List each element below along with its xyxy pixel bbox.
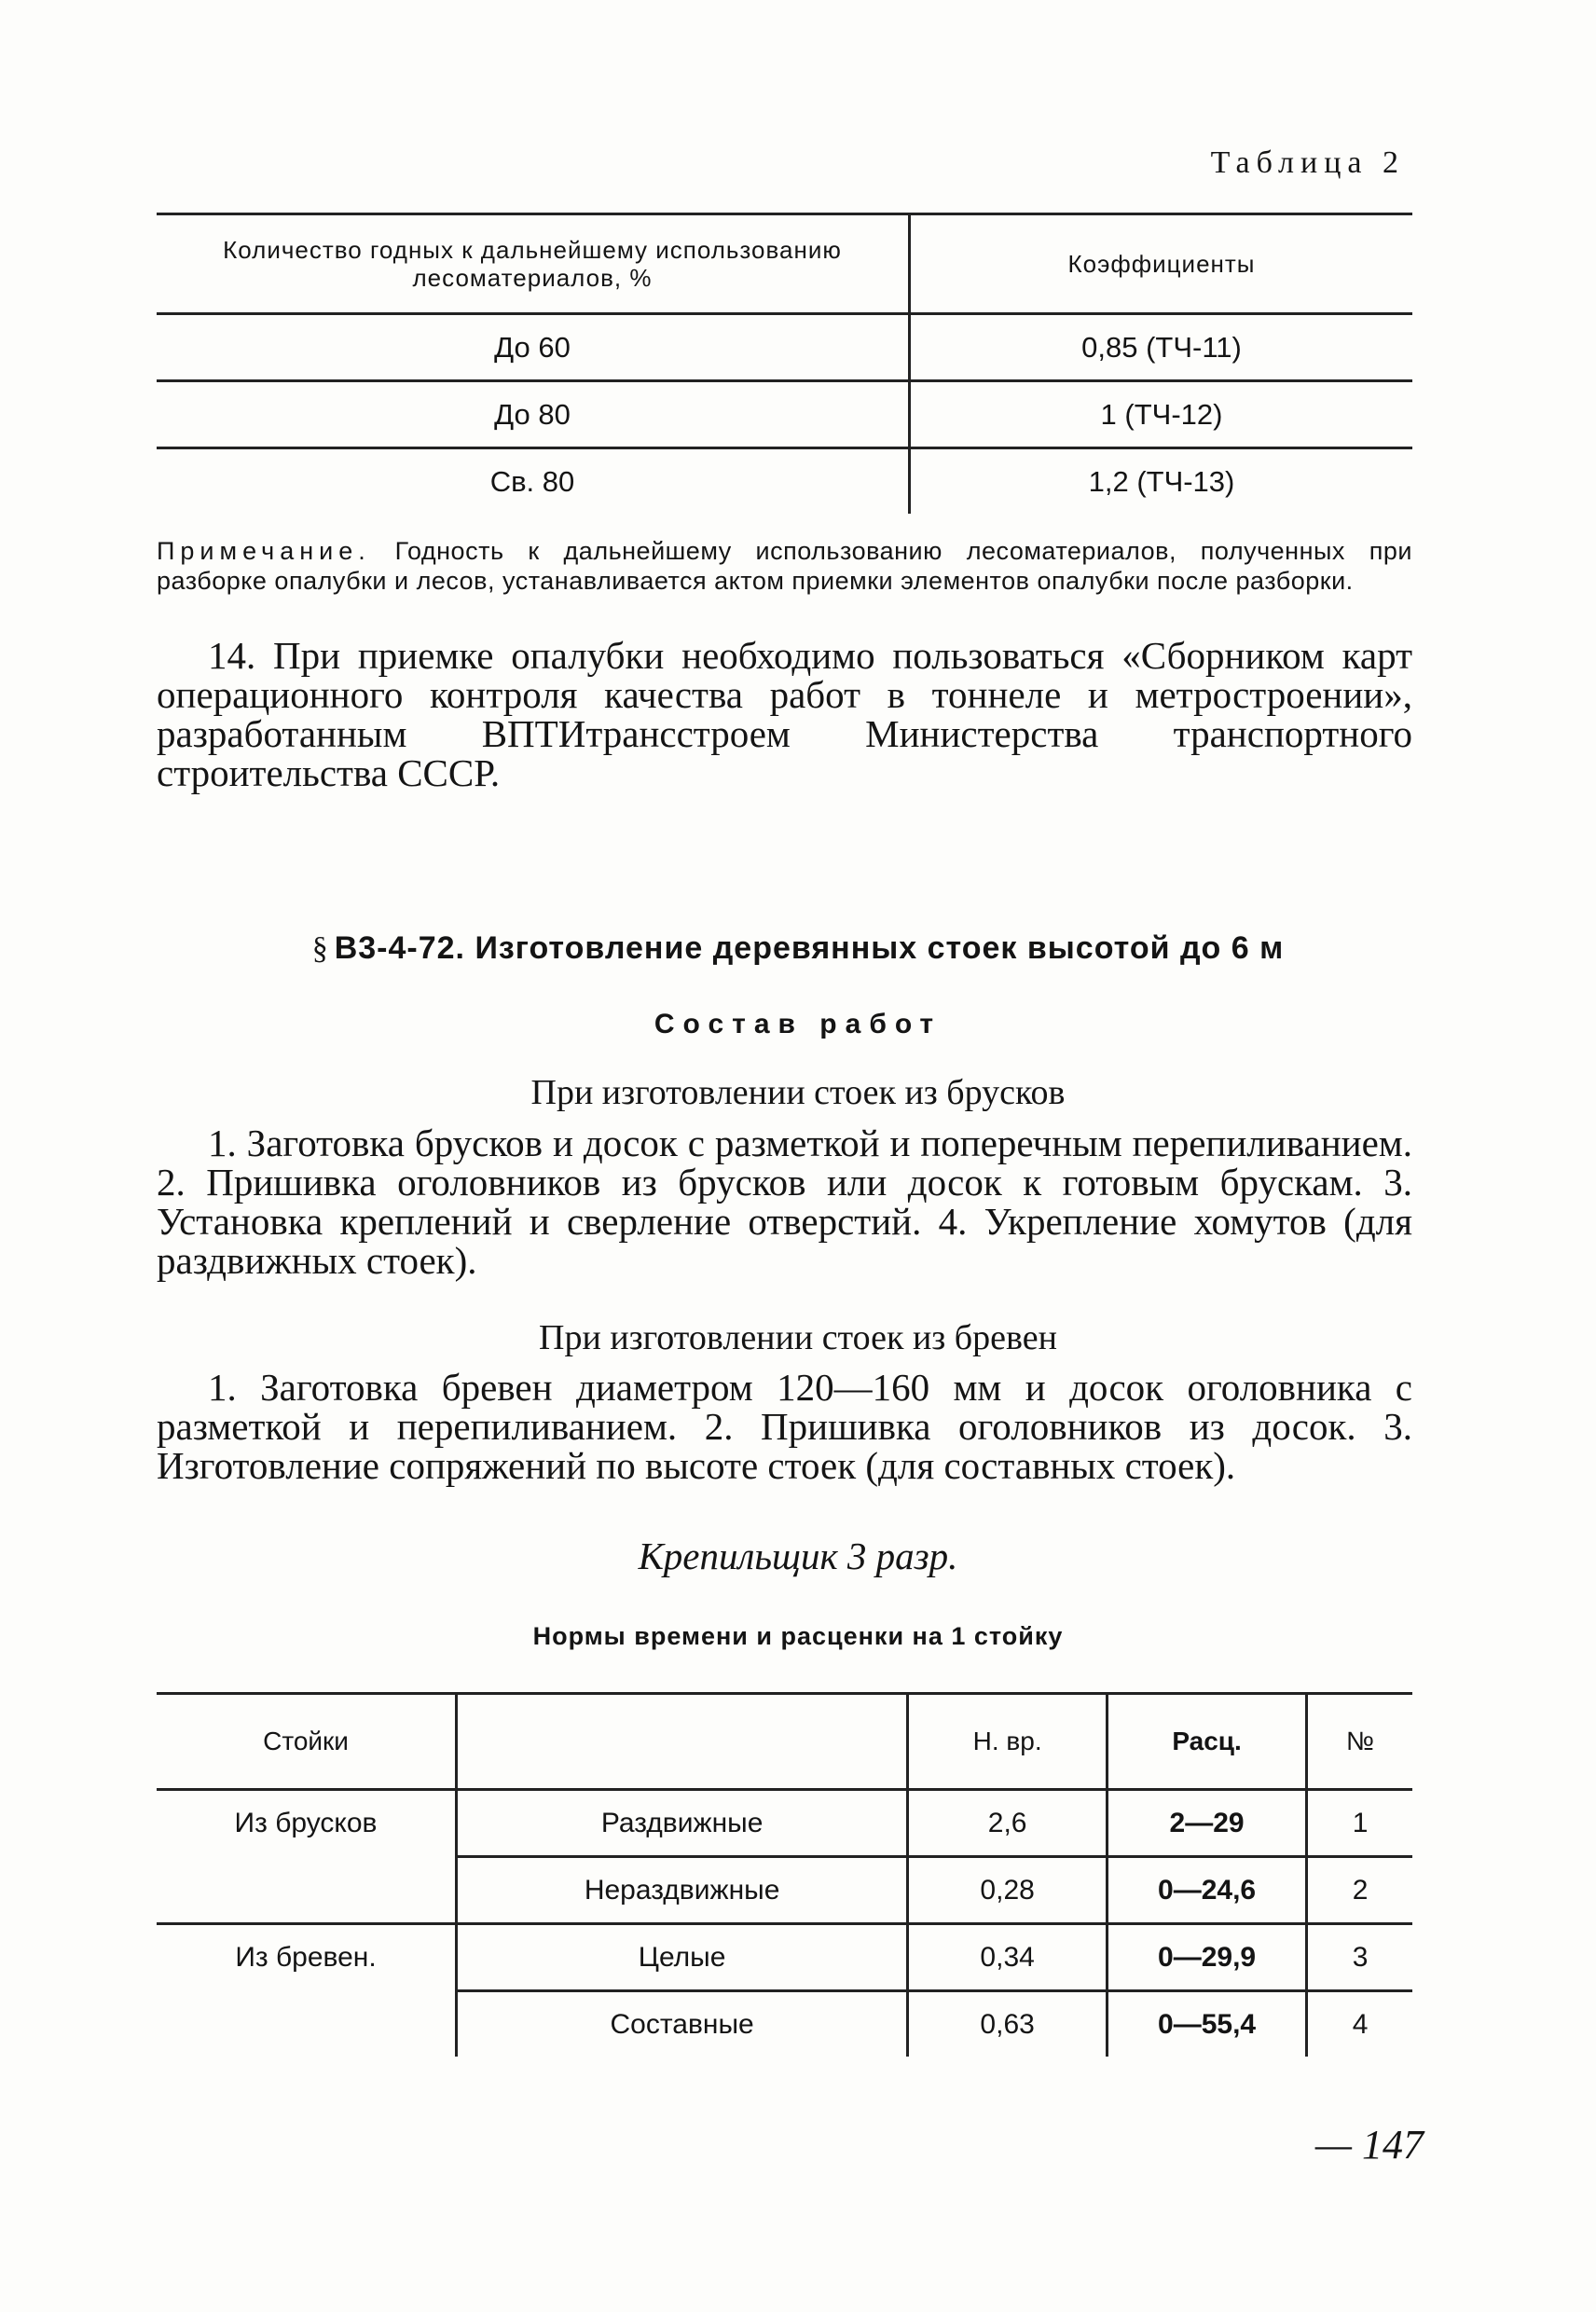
logs-subheading: При изготовлении стоек из бревен: [539, 1318, 1057, 1357]
worker-grade: Крепильщик 3 разр.: [638, 1534, 958, 1577]
table-row: [157, 381, 1412, 448]
section-heading: [0, 930, 1596, 967]
header-time: Н. вр.: [908, 1694, 1108, 1790]
bars-subheading: При изготовлении стоек из брусков: [530, 1073, 1066, 1112]
table-header-amount: Количество годных к дальнейшему использованию лесоматериалов, %: [157, 214, 910, 314]
cell-rate: 0—55,4: [1108, 1991, 1307, 2057]
section-title: В3-4-72. Изготовление деревянных стоек высотой до 6 м: [334, 930, 1285, 966]
cell-number: 4: [1352, 2008, 1369, 2040]
page-number: — 147: [1314, 2122, 1424, 2168]
cell-rate: 0—29,9: [1108, 1924, 1307, 1991]
table-cell-coefficient: 1,2 (ТЧ-13): [1088, 464, 1235, 498]
norms-table-title: Нормы времени и расценки на 1 стойку: [532, 1622, 1064, 1650]
table-cell-amount: Св. 80: [157, 448, 910, 515]
coefficients-table: [157, 213, 1412, 514]
header-type: Стойки: [157, 1694, 457, 1790]
cell-number: 3: [1307, 1924, 1412, 1991]
group-name: Из бревен.: [157, 1924, 457, 1991]
table-row: [157, 314, 1412, 381]
table-row: [157, 1924, 1412, 1991]
table-header-coefficient: Коэффициенты: [910, 214, 1413, 314]
header-kind: [457, 1694, 908, 1790]
logs-paragraph: 1. Заготовка бревен диаметром 120—160 мм и досок оголовника с разметкой и перепиливанием. 2. Пришивка оголовников из досок. 3. Изготовление сопряжений по высоте стоек (для составных стоек).: [157, 1366, 1412, 1487]
table-row: [157, 1857, 1412, 1924]
table-row: [157, 448, 1412, 515]
cell-time: 0,63: [908, 1991, 1108, 2057]
section-mark: §: [311, 931, 329, 966]
group-name-empty: [157, 1991, 457, 2057]
cell-kind: Составные: [457, 1991, 908, 2057]
group-name: Из брусков: [157, 1790, 457, 1857]
note-label: Примечание.: [157, 537, 371, 565]
table-row: [157, 1991, 1412, 2057]
table-cell-coefficient: 0,85 (ТЧ-11): [910, 314, 1413, 381]
cell-rate: 0—24,6: [1108, 1857, 1307, 1924]
cell-number: 1: [1307, 1790, 1412, 1857]
table-cell-amount: До 60: [157, 314, 910, 381]
table-note: [157, 536, 1412, 596]
paragraph-14: 14. При приемке опалубки необходимо пользоваться «Сборником карт операционного контроля качества работ в тоннеле и метростроении», разработанным ВПТИтрансстроем Министерства транспортного строительства СССР.: [157, 634, 1412, 794]
cell-kind: Целые: [457, 1924, 908, 1991]
bars-paragraph: 1. Заготовка брусков и досок с разметкой и поперечным перепиливанием. 2. Пришивка оголовников из брусков или досок к готовым брускам. 3. Установка креплений и сверление отверстий. 4. Укрепление хомутов (для раздвижных стоек).: [157, 1122, 1412, 1282]
cell-time: 0,34: [908, 1924, 1108, 1991]
header-number: №: [1307, 1694, 1412, 1790]
table-cell-amount: До 80: [157, 381, 910, 448]
cell-number: 2: [1307, 1857, 1412, 1924]
table-row: [157, 1790, 1412, 1857]
header-rate: Расц.: [1108, 1694, 1307, 1790]
cell-kind: Нераздвижные: [457, 1857, 908, 1924]
cell-time: 2,6: [908, 1790, 1108, 1857]
cell-time: 0,28: [908, 1857, 1108, 1924]
table-cell-coefficient: 1 (ТЧ-12): [910, 381, 1413, 448]
table-caption: Таблица 2: [1210, 145, 1405, 180]
cell-kind: Раздвижные: [457, 1790, 908, 1857]
group-name-empty: [157, 1857, 457, 1924]
note-text: Годность к дальнейшему использованию лесоматериалов, полученных при разборке опалубки и лесов, устанавливается актом приемки элементов опалубки после разборки.: [157, 537, 1412, 595]
cell-rate: 2—29: [1108, 1790, 1307, 1857]
norms-table: [157, 1692, 1412, 2057]
composition-heading: Состав работ: [654, 1009, 942, 1039]
